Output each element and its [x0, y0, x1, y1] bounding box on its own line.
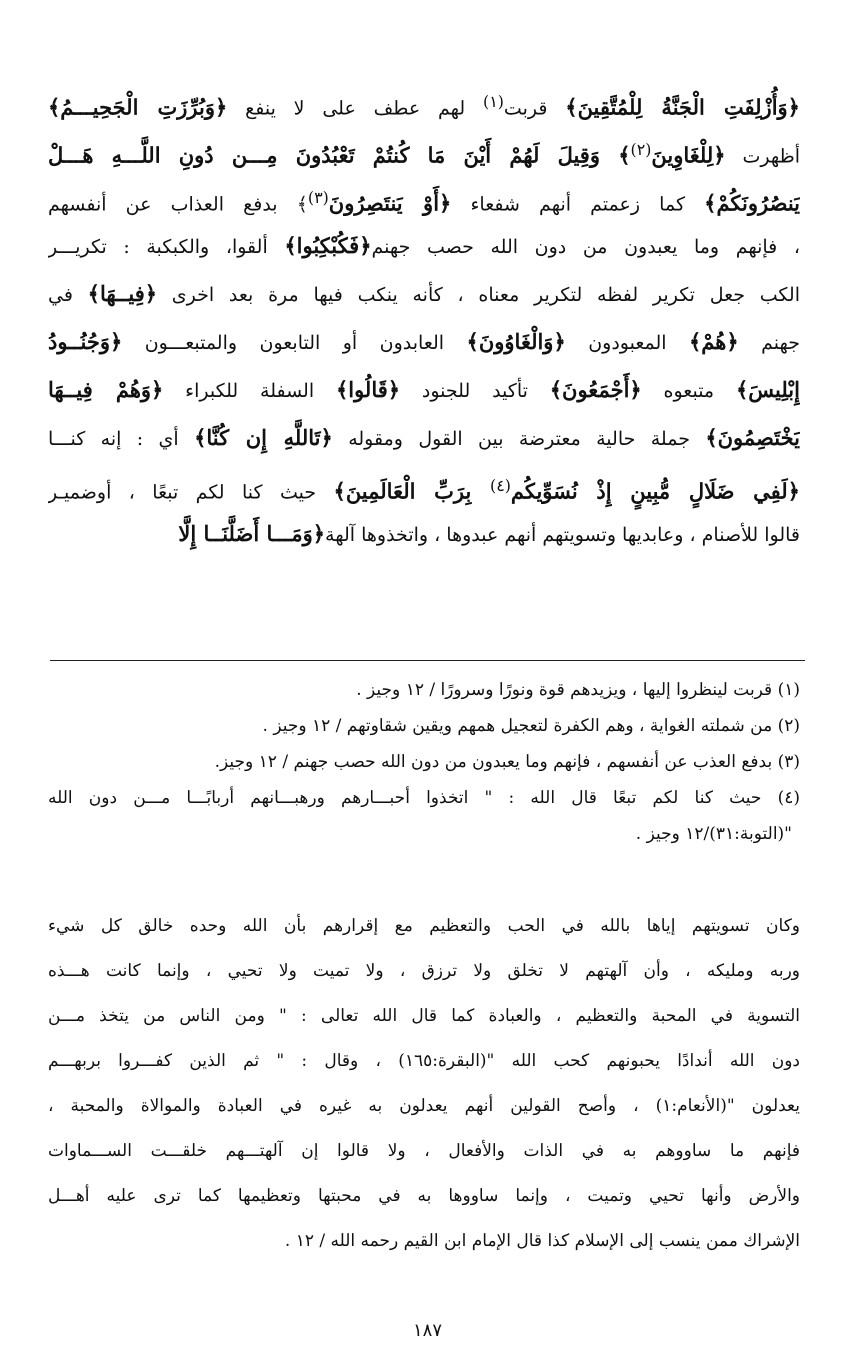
commentary-text: في [48, 284, 88, 306]
commentary-text: جملة حالية معترضة بين القول ومقوله [332, 428, 706, 450]
commentary-text: تأكيد للجنود [400, 380, 550, 402]
commentary-text: ، فإنهم وما يعبدون من دون الله حصب جهنم [371, 236, 800, 258]
footnote: (٣) بدفع العذب عن أنفسهم ، فإنهم وما يعبدون من دون الله حصب جهنم / ١٢ وجيز. [214, 752, 800, 772]
commentary-text: العابدون أو التابعون والمتبعـــون [122, 332, 467, 354]
commentary-text: ألقوا، والكبكبة : تكريـــر [48, 236, 285, 258]
footnote-ref: (٤) [490, 476, 511, 495]
commentary-text: ﴾ بدفع العذاب عن أنفسهم [48, 193, 308, 216]
commentary-text: كما زعمتم أنهم شفعاء [451, 193, 705, 216]
main-line [48, 318, 800, 366]
quran-verse: ﴿تَاللَّهِ إِن كُنَّا﴾ [194, 425, 333, 450]
commentary-text: قربت [503, 97, 566, 120]
commentary-line: فإنهم ما ساووهم به في الذات والأفعال ، ولا قالوا إن آلهتـــهم خلقـــت الســـماوات [48, 1141, 800, 1161]
commentary-text: حيث كنا لكم تبعًا ، أوضميـر [48, 481, 334, 504]
commentary-text: السفلة للكبراء [163, 380, 336, 402]
quran-verse: بِرَبِّ الْعَالَمِينَ﴾ [333, 478, 490, 504]
main-line [48, 510, 800, 558]
commentary-text: قالوا للأصنام ، وعابديها وتسويتهم أنهم عبدوها ، واتخذوها آلهة [325, 524, 800, 546]
quran-verse: يَنصُرُونَكُمْ﴾ [704, 190, 800, 216]
quran-verse: ﴿لِلْغَاوِينَ [651, 142, 726, 168]
main-line [48, 222, 800, 270]
commentary-text: الكب جعل تكرير لفظه لتكرير معناه ، كأنه ينكب فيها مرة بعد اخرى [157, 284, 800, 306]
footnote-ref: (١) [483, 92, 504, 111]
commentary-line: وربه ومليكه ، وأن آلهتهم لا تخلق ولا ترزق ، ولا تميت ولا تحيي ، وإنما كانت هـــذه [48, 961, 800, 981]
main-line [48, 366, 800, 414]
quran-verse: ﴿وَأُزْلِفَتِ الْجَنَّةُ لِلْمُتَّقِينَ﴾ [565, 94, 800, 120]
main-line [48, 126, 800, 174]
commentary-line: والأرض وأنها تحيي وتميت ، وإنما ساووها به في محبتها وتعظيمها كما ترى عليه أهـــل [48, 1186, 800, 1206]
quran-verse: إِبْلِيسَ﴾ [735, 377, 800, 402]
quran-verse: ﴿هُمْ﴾ [689, 329, 739, 354]
footnote-ref: (٢) [630, 140, 652, 159]
main-line [48, 174, 800, 222]
footnote: (٤) حيث كنا لكم تبعًا قال الله : " اتخذوا أحبـــارهم ورهبـــانهم أربابًـــا مـــن دون الله [48, 788, 800, 808]
quran-verse: يَخْتَصِمُونَ﴾ [705, 425, 800, 450]
footnote-continuation: "(التوبة:٣١)/١٢ وجيز . [635, 824, 792, 844]
main-text [48, 78, 800, 558]
quran-verse: ﴿أَجْمَعُونَ﴾ [549, 377, 642, 402]
commentary-text: جهنم [738, 332, 800, 354]
footnote: (٢) من شملته الغواية ، وهم الكفرة لتعجيل همهم ويقين شقاوتهم / ١٢ وجيز . [262, 716, 800, 736]
commentary-text: أي : إنه كنـــا [48, 428, 195, 450]
quran-verse: ﴿وَمَـــا أَضَلَّنَــا إِلَّا [178, 521, 326, 546]
footnote-ref: (٣) [307, 188, 329, 207]
commentary-line: وكان تسويتهم إياها بالله في الحب والتعظيم مع إقرارهم بأن الله وحده خالق كل شيء [48, 916, 800, 936]
quran-verse: ﴿وَجُنُــودُ [48, 329, 123, 354]
commentary-text: أظهرت [725, 145, 800, 168]
commentary-text: المعبودون [565, 332, 689, 354]
main-line [48, 462, 800, 510]
quran-verse: ﴿وَالْغَاوُونَ﴾ [466, 329, 566, 354]
main-line [48, 270, 800, 318]
footnotes [48, 672, 800, 852]
main-line [48, 414, 800, 462]
commentary-line: يعدلون "(الأنعام:١) ، وأصح القولين أنهم يعدلون به غيره في العبادة والموالاة والمحبة ، [48, 1096, 800, 1116]
footnote: (١) قربت لينظروا إليها ، ويزيدهم قوة ونورًا وسرورًا / ١٢ وجيز . [356, 680, 800, 700]
footnote-commentary [48, 904, 800, 1264]
commentary-line: الإشراك ممن ينسب إلى الإسلام كذا قال الإمام ابن القيم رحمه الله / ١٢ . [284, 1231, 800, 1251]
quran-verse: ﴿لَفِي ضَلَالٍ مُّبِينٍ إِذْ نُسَوِّيكُم [510, 478, 800, 504]
quran-verse: ﴿فَكُبْكِبُوا﴾ [284, 233, 372, 258]
main-line [48, 78, 800, 126]
quran-verse: ﴿قَالُوا﴾ [335, 377, 401, 402]
commentary-text: لهم عطف على لا ينفع [227, 97, 484, 120]
page-number: ١٨٧ [412, 1320, 442, 1341]
quran-verse: ﴿أَوْ يَنتَصِرُونَ [328, 190, 452, 216]
footnote-divider [50, 660, 805, 661]
commentary-line: التسوية في المحبة والتعظيم ، والعبادة كما قال الله تعالى : " ومن الناس من يتخذ مـــن [48, 1006, 800, 1026]
quran-verse: ﴿وَهُمْ فِيــهَا [48, 377, 164, 402]
quran-verse: ﴿فِيــهَا﴾ [87, 281, 158, 306]
commentary-line: دون الله أندادًا يحبونهم كحب الله "(البقرة:١٦٥) ، وقال : " ثم الذين كفـــروا بربهـــم [48, 1051, 800, 1071]
quran-verse: وَقِيلَ لَهُمْ أَيْنَ مَا كُنتُمْ تَعْبُدُونَ مِـــن دُونِ اللَّـــهِ هَـــلْ [48, 142, 600, 168]
quran-verse: ﴿وَبُرِّزَتِ الْجَحِيـــمُ﴾ [48, 94, 228, 120]
quran-verse: ﴾ [600, 142, 631, 168]
commentary-text: متبعوه [641, 380, 736, 402]
